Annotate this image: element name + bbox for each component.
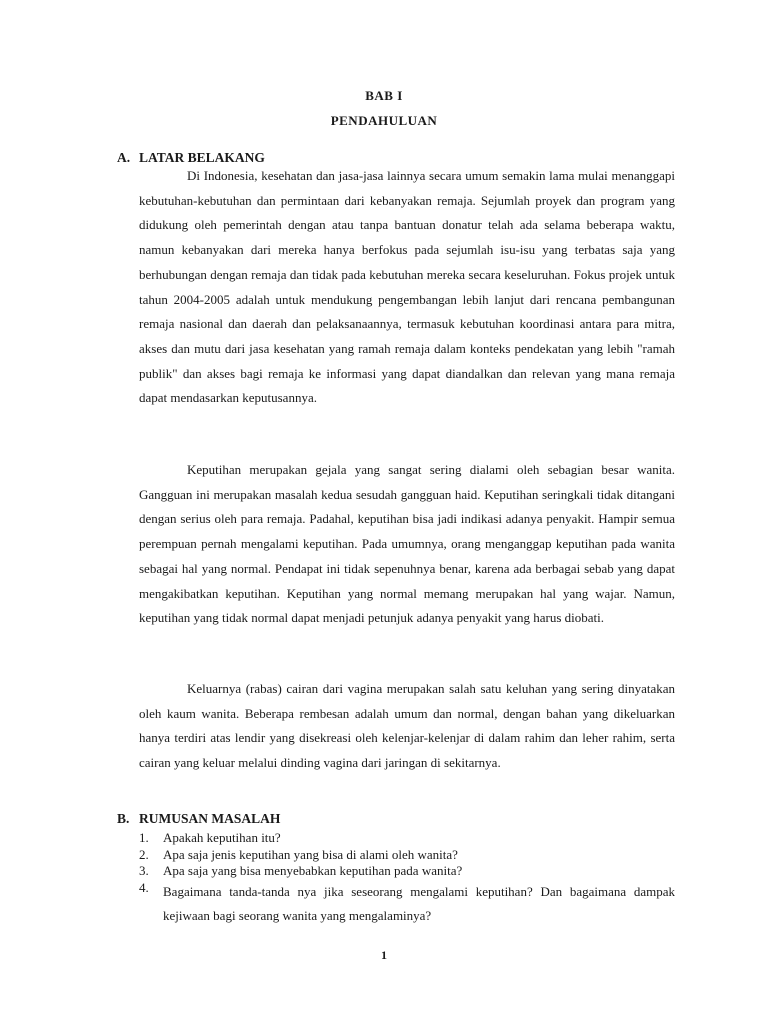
problem-list (139, 830, 675, 928)
paragraph: Di Indonesia, kesehatan dan jasa-jasa lainnya secara umum semakin lama mulai menanggapi kebutuhan-kebutuhan dan permintaan dari kebanyakan remaja. Sejumlah proyek dan program yang didukung oleh pemerintah dengan atau tanpa bantuan donatur telah ada selama beberapa waktu, namun kebanyakan dari mereka hanya berfokus pada sejumlah isu-isu yang terbatas saja yang berhubungan dengan remaja dan tidak pada kebutuhan mereka secara keseluruhan. Fokus projek untuk tahun 2004-2005 adalah untuk mendukung pengembangan lebih lanjut dari rencana pembangunan remaja nasional dan daerah dan pelaksanaannya, termasuk kebutuhan koordinasi antara para mitra, akses dan mutu dari jasa kesehatan yang ramah remaja dalam konteks pendekatan yang lebih "ramah publik" dan akses bagi remaja ke informasi yang dapat diandalkan dan relevan yang mana remaja dapat mendasarkan keputusannya. (139, 168, 675, 406)
chapter-title: PENDAHULUAN (330, 113, 438, 128)
chapter-number: BAB I (365, 88, 403, 103)
page-number: 1 (381, 948, 387, 962)
list-number: 2. (139, 846, 149, 862)
section-title: RUMUSAN MASALAH (139, 811, 281, 826)
list-text: Apakah keputihan itu? (163, 830, 281, 845)
list-text: Bagaimana tanda-tanda nya jika seseorang mengalami keputihan? Dan bagaimana dampak kejiwaan bagi seorang wanita yang mengalaminya? (163, 883, 675, 923)
list-item (139, 847, 675, 864)
list-text: Apa saja jenis keputihan yang bisa di alami oleh wanita? (163, 846, 458, 862)
list-item (139, 830, 675, 847)
paragraph: Keluarnya (rabas) cairan dari vagina merupakan salah satu keluhan yang sering dinyatakan oleh kaum wanita. Beberapa rembesan adalah umum dan normal, dengan bahan yang dikeluarkan hanya terdiri atas lendir yang disekreasi oleh kelenjar-kelenjar di dalam rahim dan leher rahim, serta cairan yang keluar melalui dinding vagina dari jaringan di sekitarnya. (139, 681, 675, 771)
list-number: 3. (139, 863, 149, 878)
list-text: Apa saja yang bisa menyebabkan keputihan pada wanita? (163, 863, 463, 878)
list-number: 1. (139, 830, 149, 845)
paragraph: Keputihan merupakan gejala yang sangat sering dialami oleh sebagian besar wanita. Gangguan ini merupakan masalah kedua sesudah gangguan haid. Keputihan seringkali tidak ditangani dengan serius oleh para remaja. Padahal, keputihan bisa jadi indikasi adanya penyakit. Hampir semua perempuan pernah mengalami keputihan. Pada umumnya, orang menganggap keputihan pada wanita sebagai hal yang normal. Pendapat ini tidak sepenuhnya benar, karena ada berbagai sebab yang dapat mengakibatkan keputihan. Keputihan yang normal memang merupakan hal yang wajar. Namun, keputihan yang tidak normal dapat menjadi petunjuk adanya penyakit yang harus diobati. (139, 462, 675, 626)
list-item (139, 863, 675, 880)
list-number: 4. (139, 879, 149, 895)
section-title: LATAR BELAKANG (139, 150, 265, 165)
list-item (139, 880, 675, 928)
section-letter: B. (117, 811, 130, 826)
section-letter: A. (117, 150, 131, 165)
section-heading-rumusan-masalah (117, 811, 280, 827)
